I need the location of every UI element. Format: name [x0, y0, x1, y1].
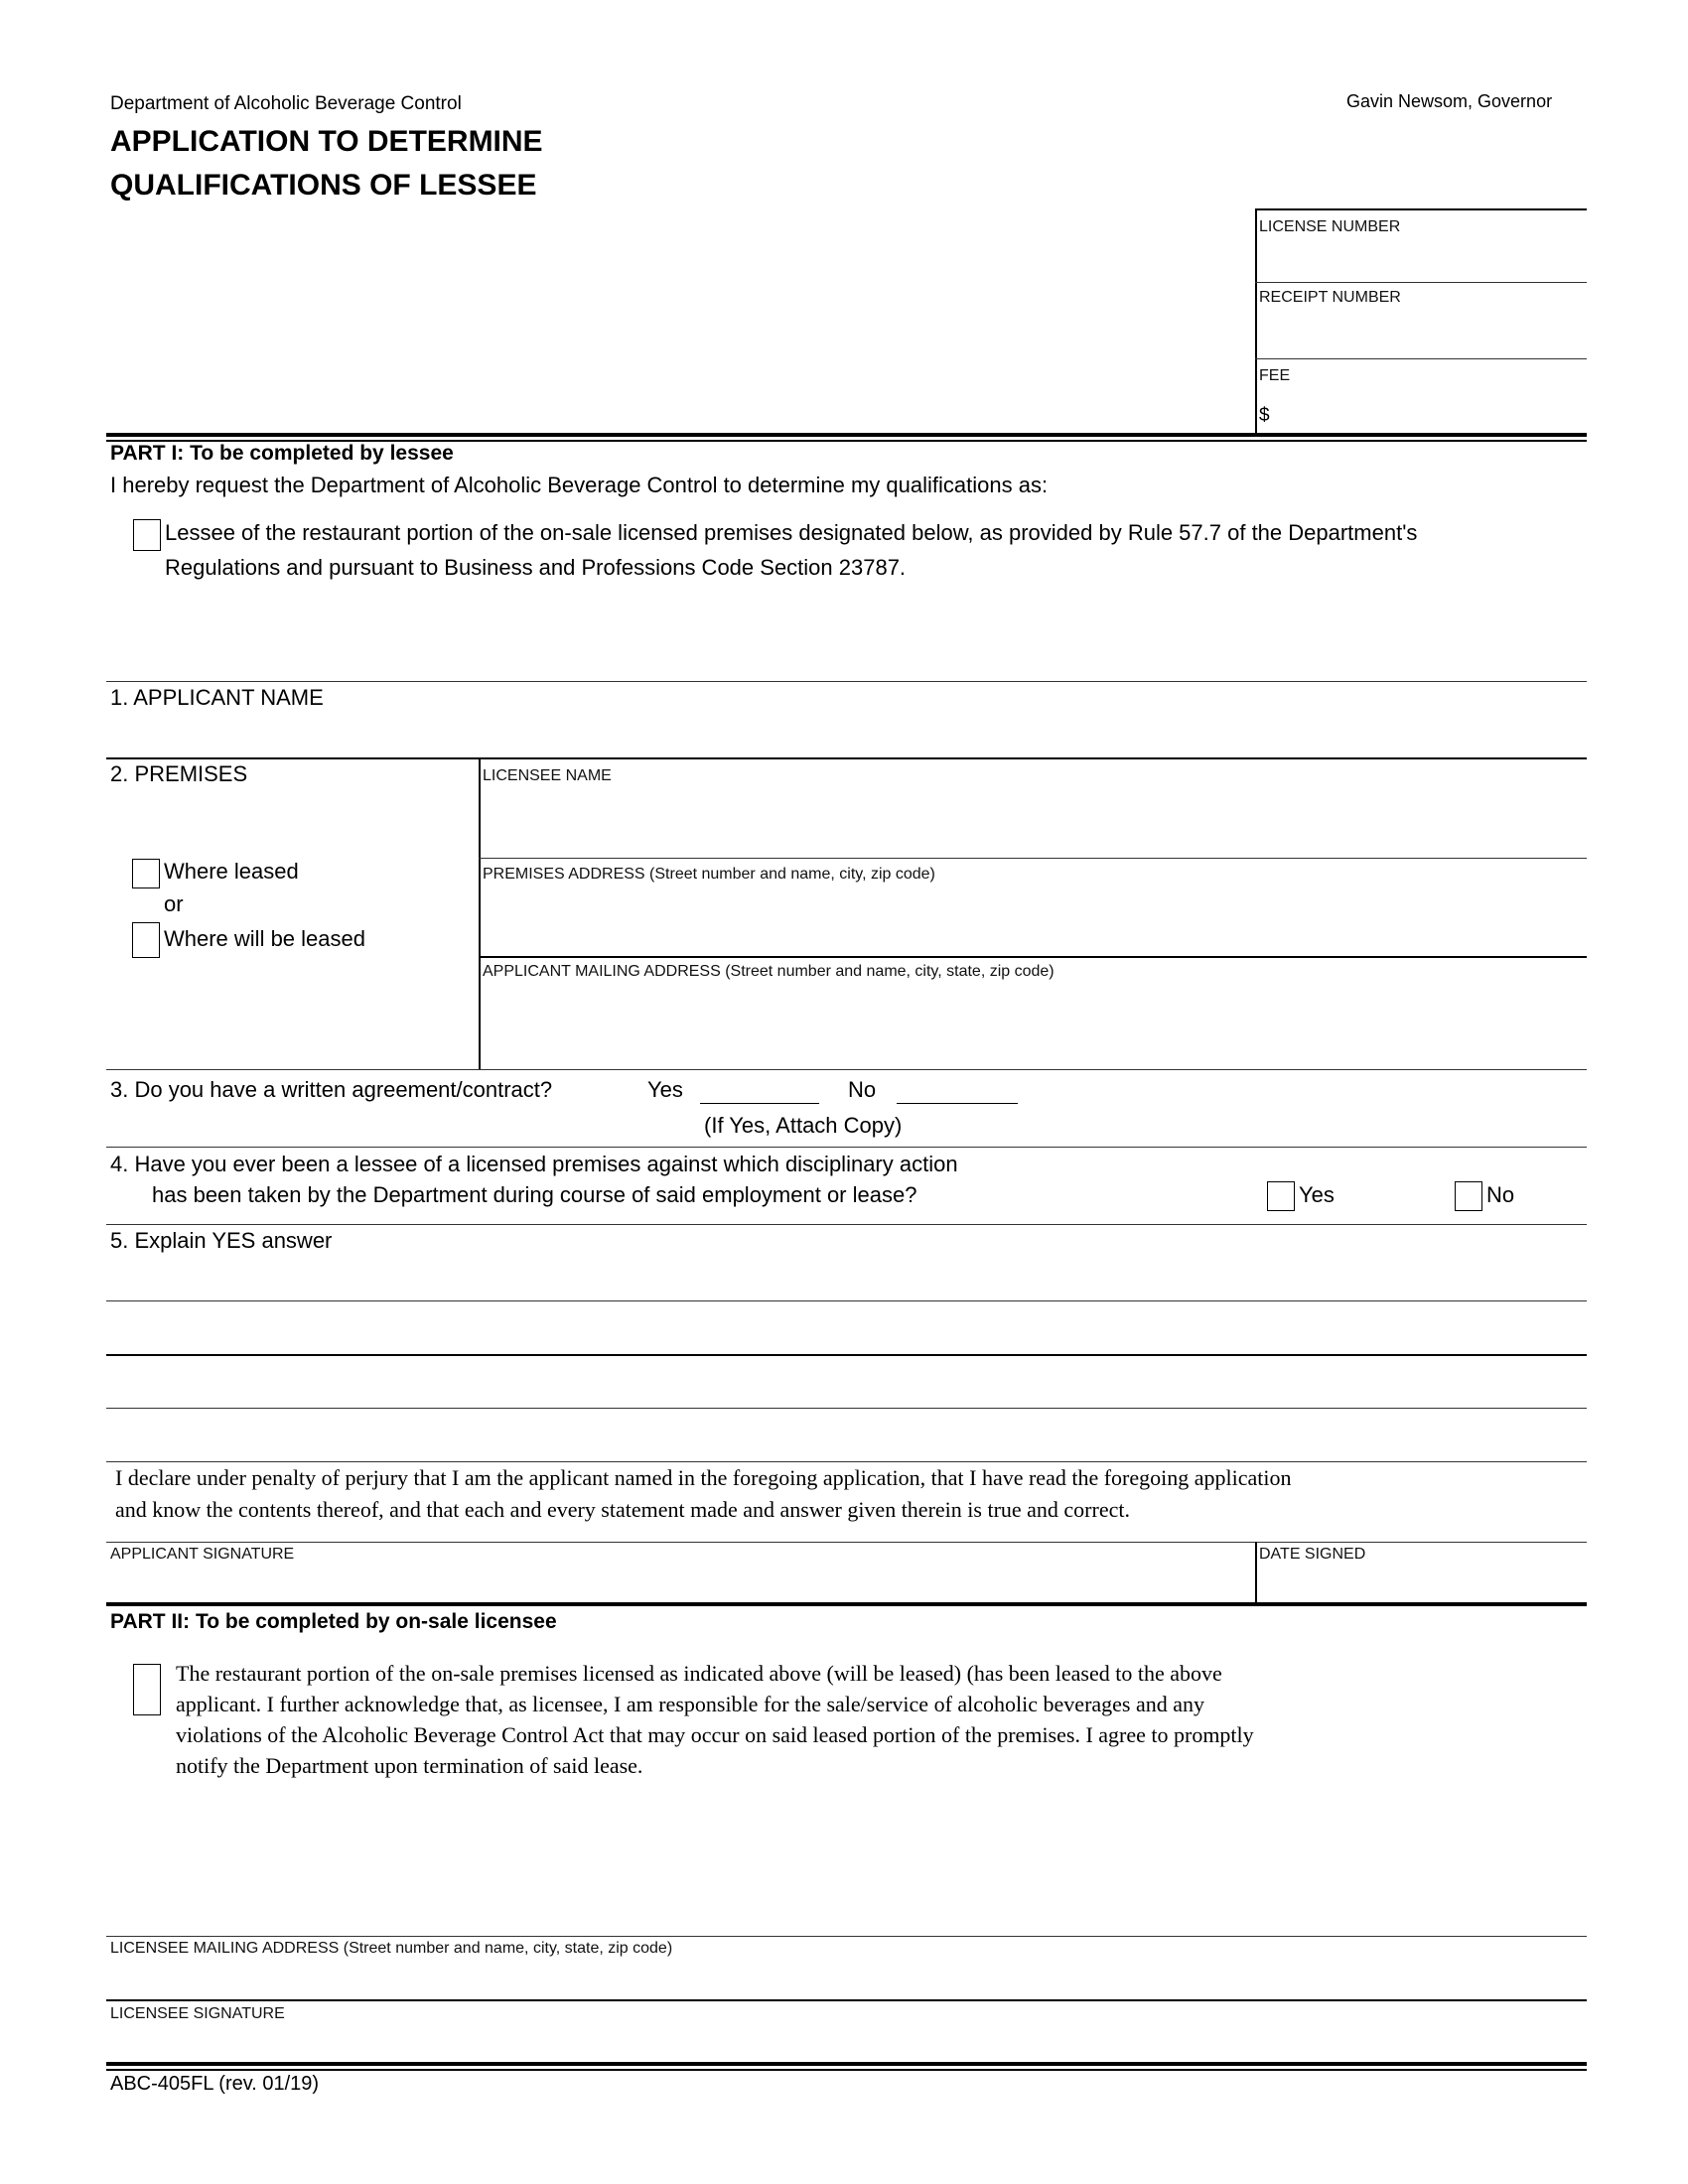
disciplinary-yes-label: Yes: [1299, 1182, 1335, 1207]
declaration-line2: and know the contents thereof, and that each and every statement made and answer given therein is true and correct.: [115, 1497, 1130, 1522]
disciplinary-question-line1: 4. Have you ever been a lessee of a licensed premises against which disciplinary action: [110, 1152, 958, 1176]
licensee-ack-line3: violations of the Alcoholic Beverage Control Act that may occur on said leased portion of the premises. I agree to promptly: [176, 1722, 1254, 1747]
written-agreement-no-line[interactable]: [897, 1103, 1018, 1104]
applicant-mailing-address-field[interactable]: [483, 985, 1583, 1066]
explain-line-1[interactable]: [110, 1259, 1580, 1298]
license-number-field[interactable]: [1259, 238, 1585, 280]
licensee-ack-line1: The restaurant portion of the on-sale premises licensed as indicated above (will be leased) (has been leased to the above: [176, 1661, 1222, 1686]
explain-yes-label: 5. Explain YES answer: [110, 1228, 333, 1253]
applicant-signature-field[interactable]: [110, 1567, 1250, 1600]
licensee-name-label: LICENSEE NAME: [483, 767, 612, 784]
department-name: Department of Alcoholic Beverage Control: [110, 93, 462, 114]
disciplinary-question-line2: has been taken by the Department during course of said employment or lease?: [152, 1182, 917, 1207]
licensee-name-field[interactable]: [483, 789, 1583, 855]
receipt-number-label: RECEIPT NUMBER: [1259, 289, 1401, 306]
or-label: or: [164, 891, 184, 916]
where-leased-checkbox[interactable]: [132, 859, 160, 888]
applicant-name-label: 1. APPLICANT NAME: [110, 685, 324, 710]
fee-dollar-sign: $: [1259, 405, 1270, 426]
form-title-line1: APPLICATION TO DETERMINE: [110, 125, 543, 158]
date-signed-label: DATE SIGNED: [1259, 1546, 1366, 1563]
form-title-line2: QUALIFICATIONS OF LESSEE: [110, 169, 537, 202]
written-agreement-no-label: No: [848, 1077, 877, 1102]
written-agreement-question: 3. Do you have a written agreement/contract?: [110, 1077, 553, 1102]
written-agreement-yes-label: Yes: [647, 1077, 683, 1102]
part1-intro: I hereby request the Department of Alcoholic Beverage Control to determine my qualifications as:: [110, 473, 1049, 497]
lessee-option-line2: Regulations and pursuant to Business and Professions Code Section 23787.: [165, 555, 907, 580]
written-agreement-note: (If Yes, Attach Copy): [704, 1113, 903, 1138]
licensee-signature-label: LICENSEE SIGNATURE: [110, 2005, 285, 2022]
disciplinary-yes-checkbox[interactable]: [1267, 1181, 1295, 1211]
lessee-option-checkbox[interactable]: [133, 519, 161, 551]
premises-address-label: PREMISES ADDRESS (Street number and name, city, zip code): [483, 866, 935, 883]
fee-label: FEE: [1259, 367, 1291, 384]
receipt-number-field[interactable]: [1259, 310, 1585, 355]
premises-label: 2. PREMISES: [110, 761, 248, 786]
fee-field[interactable]: [1275, 397, 1583, 431]
where-leased-label: Where leased: [164, 859, 299, 884]
premises-address-field[interactable]: [483, 887, 1583, 953]
explain-line-2[interactable]: [110, 1308, 1580, 1352]
where-will-be-leased-label: Where will be leased: [164, 926, 365, 951]
declaration-line1: I declare under penalty of perjury that I am the applicant named in the foregoing application, that I have read the foregoing application: [115, 1465, 1292, 1490]
applicant-name-field[interactable]: [110, 715, 1580, 756]
disciplinary-no-checkbox[interactable]: [1455, 1181, 1482, 1211]
licensee-signature-field[interactable]: [110, 2025, 1580, 2059]
licensee-mailing-address-field[interactable]: [110, 1961, 1580, 1996]
form-id: ABC-405FL (rev. 01/19): [110, 2073, 320, 2095]
lessee-option-line1: Lessee of the restaurant portion of the on-sale licensed premises designated below, as provided by Rule 57.7 of the Department's: [165, 520, 1418, 545]
where-will-be-leased-checkbox[interactable]: [132, 922, 160, 958]
licensee-ack-line2: applicant. I further acknowledge that, as licensee, I am responsible for the sale/service of alcoholic beverages and any: [176, 1692, 1205, 1716]
disciplinary-no-label: No: [1486, 1182, 1515, 1207]
written-agreement-yes-line[interactable]: [700, 1103, 819, 1104]
part1-heading: PART I: To be completed by lessee: [110, 442, 454, 465]
governor-name: Gavin Newsom, Governor: [1346, 91, 1553, 111]
licensee-ack-checkbox[interactable]: [133, 1664, 161, 1715]
applicant-mailing-address-label: APPLICANT MAILING ADDRESS (Street number and name, city, state, zip code): [483, 963, 1055, 980]
explain-line-3[interactable]: [110, 1362, 1580, 1406]
licensee-mailing-address-label: LICENSEE MAILING ADDRESS (Street number and name, city, state, zip code): [110, 1940, 673, 1957]
licensee-ack-line4: notify the Department upon termination of said lease.: [176, 1753, 643, 1778]
part2-heading: PART II: To be completed by on-sale licensee: [110, 1610, 557, 1633]
applicant-signature-label: APPLICANT SIGNATURE: [110, 1546, 295, 1563]
date-signed-field[interactable]: [1259, 1567, 1583, 1600]
license-number-label: LICENSE NUMBER: [1259, 218, 1401, 235]
explain-line-4[interactable]: [110, 1414, 1580, 1457]
